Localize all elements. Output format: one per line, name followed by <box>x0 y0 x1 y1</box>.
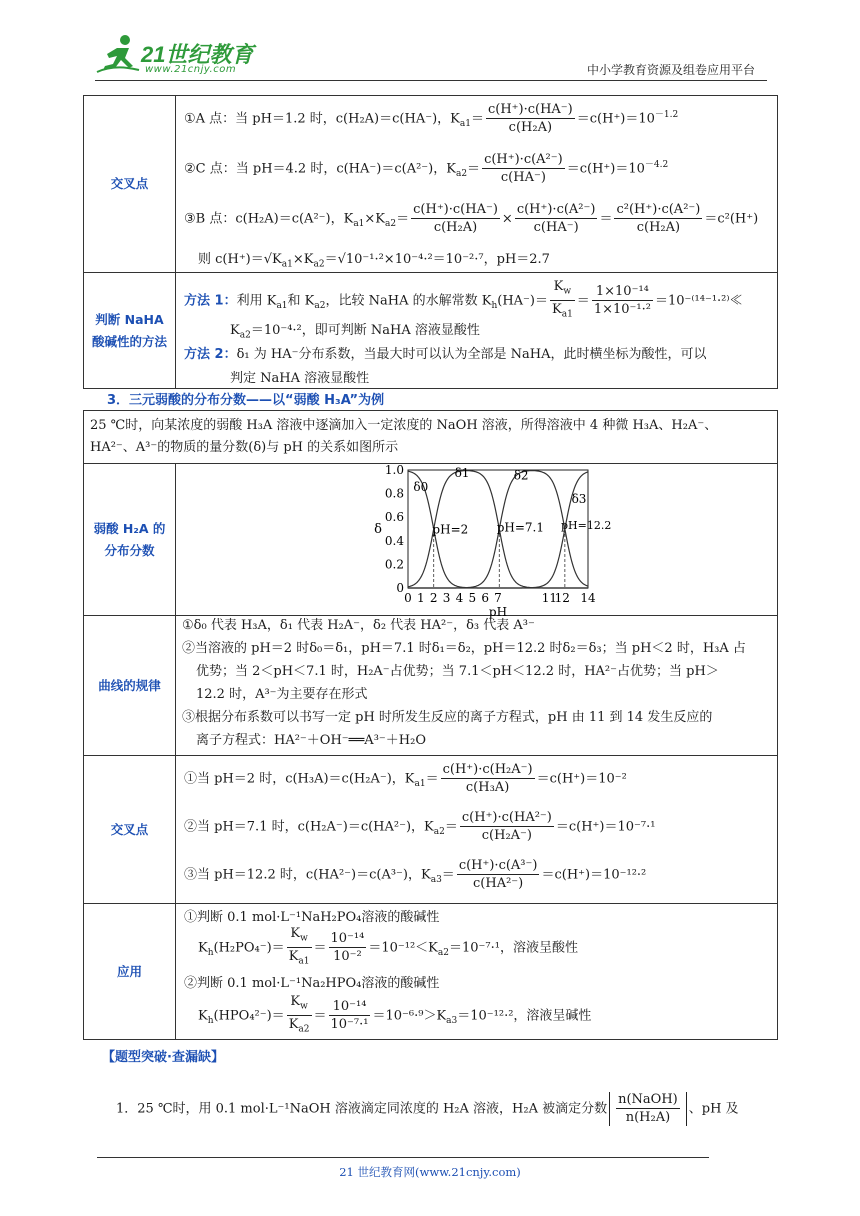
runner-logo-icon <box>95 34 143 76</box>
annotation-ph2: pH=2 <box>432 522 469 537</box>
y-tick-label: 0.2 <box>384 557 404 572</box>
method-1-line2: $K_{a2}=10^{-4}\cdot^2$，即可判断 NaHA 溶液显酸性 <box>230 323 480 341</box>
series-label-δ0: δ0 <box>413 480 429 495</box>
annotation-ph7: pH=7.1 <box>496 520 545 535</box>
x-axis-label: pH <box>488 605 508 619</box>
annotation-ph12: pH=12.2 <box>561 519 612 532</box>
x-tick-label: 4 <box>455 591 464 605</box>
y-tick-label: 0.8 <box>384 486 404 501</box>
logo-text: 21世纪教育 <box>141 42 254 67</box>
app-line-2: $K_h(H_2PO_4^-)=$ $\frac{K_w}{K_{a1}}$ ＝ $\frac{\text{10⁻¹⁴}}{\text{10⁻²}}$ $=10^{-12}<K_{a2}=10^{-7}\cdot^1$，溶液呈酸性 <box>198 926 578 967</box>
platform-name: 中小学教育资源及组卷应用平台 <box>586 63 755 77</box>
app-line-3: ②判断 0.1 mol·L⁻¹Na₂HPO₄溶液的酸碱性 <box>184 976 440 991</box>
x-tick-label: 7 <box>494 591 502 605</box>
y-tick-label: 0 <box>396 581 404 595</box>
x-tick-label: 0 <box>404 591 412 605</box>
rule-2c: 12.2 时，A³⁻为主要存在形式 <box>196 687 368 702</box>
cross2-label: 交叉点 <box>84 756 176 904</box>
y-axis-label: δ <box>374 522 382 537</box>
cross-label: 交叉点 <box>84 96 176 273</box>
method-2: 方法 2：δ₁ 为 HA⁻分布系数，当最大时可以认为全部是 NaHA，此时横坐标为酸性，可以 <box>184 347 707 362</box>
cross2-1: ①当 pH＝2 时，c(H₃A)＝c(H₂A⁻)，$K_{a1}=$ $\frac{\text{c(H⁺)·c(H₂A⁻)}}{\text{c(H₃A)}}$ ＝c(H⁺)＝10⁻² <box>184 762 627 795</box>
intro-line-1: 25 ℃时，向某浓度的弱酸 H₃A 溶液中逐滴加入一定浓度的 NaOH 溶液，所得溶液中 4 种微 H₃A、H₂A⁻、 <box>90 418 718 433</box>
site-logo <box>95 34 265 78</box>
x-tick-label: 12 <box>554 591 570 605</box>
method-1: 方法 1：利用 $K_{a1}$和 $K_{a2}$，比较 NaHA 的水解常数 $K_h(HA^-)=$ $\frac{K_w}{K_{a1}}$ ＝ $\frac{\text{1×10⁻¹⁴}}{\text{1×10⁻¹·²}}$ ＝10⁻⁽¹⁴⁻¹·²⁾≪ <box>184 279 743 320</box>
cross2-content <box>176 756 778 904</box>
y-tick-label: 0.6 <box>384 510 404 525</box>
footer-divider <box>97 1157 709 1158</box>
app-label: 应用 <box>84 904 176 1040</box>
rule-1: ①δ₀ 代表 H₃A，δ₁ 代表 H₂A⁻，δ₂ 代表 HA²⁻，δ₃ 代表 A³⁻ <box>182 618 535 633</box>
cross2-3: ③当 pH＝12.2 时，c(HA²⁻)＝c(A³⁻)，$K_{a3}=$ $\frac{\text{c(H⁺)·c(A³⁻)}}{\text{c(HA²⁻)}}$ ＝c(H⁺)＝10⁻¹²·² <box>184 858 647 891</box>
dist-label: 弱酸 H₂A 的分布分数 <box>84 464 176 616</box>
app-line-4: $K_h(HPO_4^{2-})=$ $\frac{K_w}{K_{a2}}$ ＝ $\frac{\text{10⁻¹⁴}}{\text{10⁻⁷·¹}}$ $=10^{-6}\cdot^9>K_{a3}=10^{-12}\cdot^2$，溶液呈碱性 <box>198 994 592 1035</box>
series-label-δ2: δ2 <box>513 468 529 483</box>
app-line-1: ①判断 0.1 mol·L⁻¹NaH₂PO₄溶液的酸碱性 <box>184 910 440 925</box>
table-diprotic <box>83 95 778 389</box>
distribution-chart <box>366 463 612 619</box>
table-triprotic <box>83 410 778 1040</box>
rule-2b: 优势；当 2＜pH＜7.1 时，H₂A⁻占优势；当 7.1＜pH＜12.2 时，HA²⁻占优势；当 pH＞ <box>196 664 719 679</box>
header-divider <box>95 80 767 81</box>
logo-url: www.21cnjy.com <box>145 64 237 75</box>
cross-content <box>176 96 778 273</box>
intro-line-2: HA²⁻、A³⁻的物质的量分数(δ)与 pH 的关系如图所示 <box>90 440 399 455</box>
x-tick-label: 1 <box>417 591 425 605</box>
rule-2: ②当溶液的 pH＝2 时δ₀＝δ₁，pH＝7.1 时δ₁＝δ₂，pH＝12.2 时δ₂＝δ₃；当 pH＜2 时，H₃A 占 <box>182 641 746 656</box>
method-2-line2: 判定 NaHA 溶液显酸性 <box>230 371 370 386</box>
judge-content <box>176 273 778 389</box>
app-content <box>176 904 778 1040</box>
rule-3b: 离子方程式：HA²⁻＋OH⁻══A³⁻＋H₂O <box>196 733 426 748</box>
rule-label: 曲线的规律 <box>84 616 176 756</box>
rule-content <box>176 616 778 756</box>
x-tick-label: 2 <box>429 591 438 605</box>
y-tick-label: 1.0 <box>384 463 404 477</box>
series-label-δ1: δ1 <box>454 466 470 481</box>
cross-a: ①A 点：当 pH＝1.2 时，c(H₂A)＝c(HA⁻)，$K_{a1}=$ $\frac{c(H^+)\cdot c(HA^-)}{\text{c(H₂A)}}$ $=c(H^+)=10^{-1.2}$ <box>184 102 679 135</box>
y-tick-label: 0.4 <box>384 533 404 548</box>
question-1: 1．25 ℃时，用 0.1 mol·L⁻¹NaOH 溶液滴定同浓度的 H₂A 溶液，H₂A 被滴定分数 $\frac{\text{n(NaOH)}}{\text{n(H₂A)}}$ 、pH 及 <box>116 1092 739 1125</box>
cross-c: ②C 点：当 pH＝4.2 时，c(HA⁻)＝c(A²⁻)，$K_{a2}=$ $\frac{\text{c(H⁺)·c(A²⁻)}}{c(HA^-)}$ $=c(H^+)=10^{-4.2}$ <box>184 152 669 185</box>
cross-b2: 则 $c(H^+)=√K_{a1}\times K_{a2}=√10^{-1}\cdot^2\times 10^{-4}\cdot^2=10^{-2}\cdot^7$，pH＝2.7 <box>198 252 550 270</box>
intro-cell <box>84 411 778 464</box>
series-label-δ3: δ3 <box>571 492 587 507</box>
footer-text: 21 世纪教育网(www.21cnjy.com) <box>339 1165 521 1179</box>
x-tick-label: 6 <box>481 591 489 605</box>
rule-3: ③根据分布系数可以书写一定 pH 时所发生反应的离子方程式，pH 由 11 到 14 发生反应的 <box>182 710 713 725</box>
cross-b: ③B 点：c(H₂A)＝c(A²⁻)，$K_{a1}\times K_{a2}=$ $\frac{c(H^+)\cdot c(HA^-)}{\text{c(H₂A)}}$ × $\frac{\text{c(H⁺)·c(A²⁻)}}{c(HA^-)}$ ＝ $\frac{\text{c²(H⁺)·c(A²⁻)}}{\text{c(H₂A)}}$ ＝c²(H⁺) <box>184 202 759 235</box>
x-tick-label: 11 <box>541 591 558 605</box>
x-tick-label: 14 <box>580 591 596 605</box>
judge-label: 判断 NaHA 酸碱性的方法 <box>84 273 176 389</box>
x-tick-label: 5 <box>468 591 477 605</box>
chart-cell <box>176 463 778 619</box>
section-3-title: 3．三元弱酸的分布分数——以“弱酸 H₃A”为例 <box>107 393 385 408</box>
x-tick-label: 3 <box>442 591 451 605</box>
cross2-2: ②当 pH＝7.1 时，c(H₂A⁻)＝c(HA²⁻)，$K_{a2}=$ $\frac{\text{c(H⁺)·c(HA²⁻)}}{\text{c(H₂A⁻)}}$ ＝c(H⁺)＝10⁻⁷·¹ <box>184 810 656 843</box>
question-section-title: 【题型突破·查漏缺】 <box>102 1050 224 1065</box>
